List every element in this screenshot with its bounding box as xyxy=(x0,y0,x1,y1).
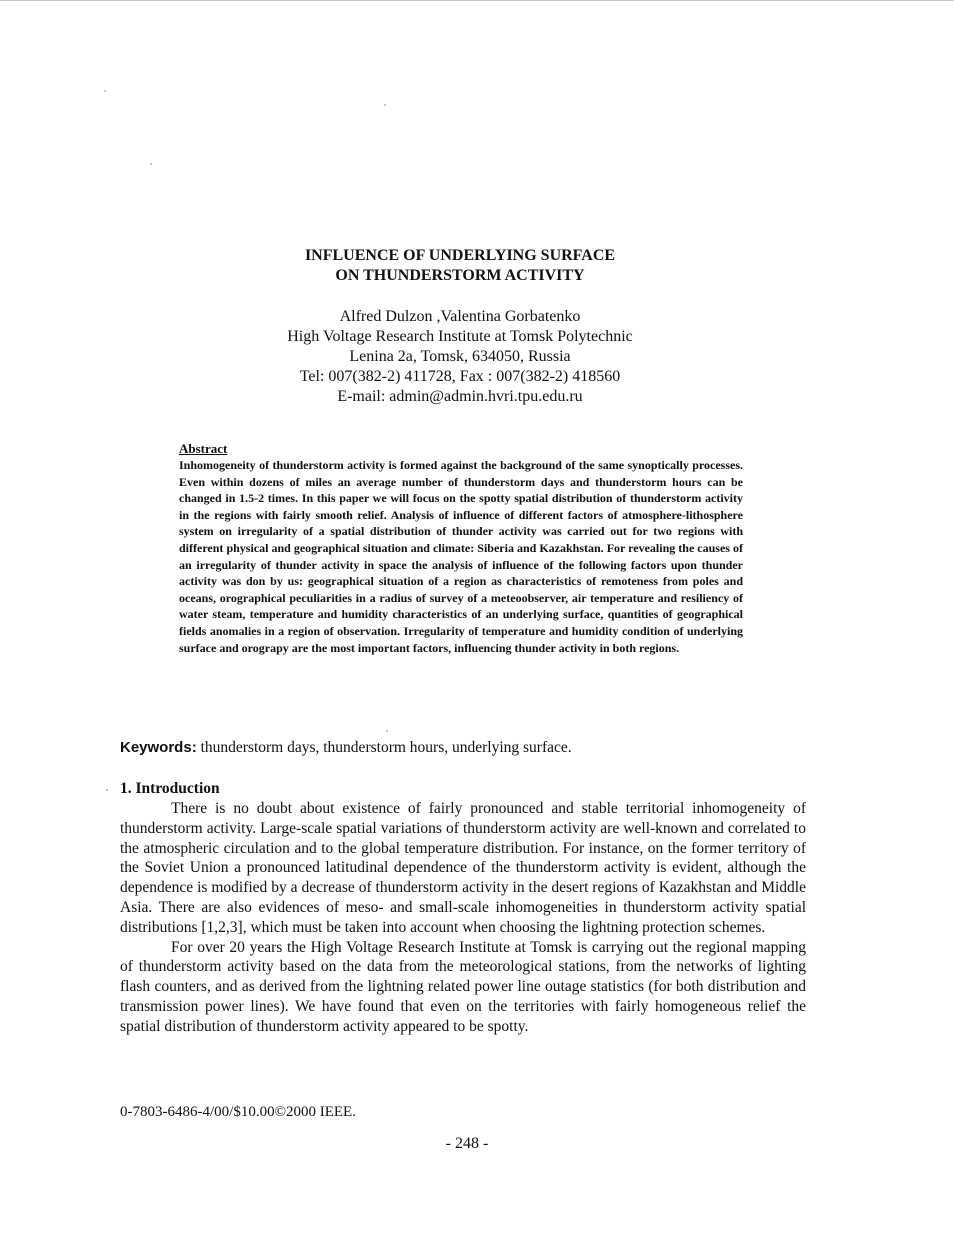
abstract-section xyxy=(179,441,743,656)
keywords-label: Keywords: xyxy=(120,739,197,756)
introduction-paragraph-2: For over 20 years the High Voltage Research Institute at Tomsk is carrying out the regional mapping of thunderstorm activity based on the data from the meteorological stations, from the networks of lighting flash counters, and as derived from the lightning related power line outage statistics (for both distribution and transmission power lines). We have found that even on the territories with fairly homogeneous relief the spatial distribution of thunderstorm activity appeared to be spotty. xyxy=(120,938,806,1035)
introduction-section xyxy=(120,779,806,1037)
author-names: Alfred Dulzon ,Valentina Gorbatenko xyxy=(339,308,581,325)
author-block xyxy=(120,307,800,407)
keywords-text: thunderstorm days, thunderstorm hours, underlying surface. xyxy=(196,739,572,756)
email: E-mail: admin@admin.hvri.tpu.edu.ru xyxy=(337,388,583,405)
scan-speck xyxy=(150,163,152,165)
scan-speck xyxy=(106,789,108,791)
copyright-notice: 0-7803-6486-4/00/$10.00©2000 IEEE. xyxy=(120,1104,356,1120)
affiliation: High Voltage Research Institute at Tomsk Polytechnic xyxy=(287,328,633,345)
address: Lenina 2a, Tomsk, 634050, Russia xyxy=(349,348,571,365)
introduction-heading: 1. Introduction xyxy=(120,780,220,797)
introduction-paragraph-1: There is no doubt about existence of fairly pronounced and stable territorial inhomogeneity of thunderstorm activity. Large-scale spatial variations of thunderstorm activity are well-known and correlated to the atmospheric circulation and to the global temperature distribution. For instance, on the former territory of the Soviet Union a pronounced latitudinal dependence of the thunderstorm activity is evident, although the dependence is modified by a decrease of thunderstorm activity in the desert regions of Kazakhstan and Middle Asia. There are also evidences of meso- and small-scale inhomogeneities in thunderstorm activity spatial distributions [1,2,3], which must be taken into account when choosing the lightning protection schemes. xyxy=(120,800,806,936)
title-line-1: INFLUENCE OF UNDERLYING SURFACE xyxy=(304,247,616,264)
paper-title xyxy=(120,246,800,286)
keywords-line xyxy=(120,738,810,758)
title-line-2: ON THUNDERSTORM ACTIVITY xyxy=(335,267,585,284)
scan-speck xyxy=(386,730,388,732)
scan-speck xyxy=(104,90,106,92)
scan-top-edge xyxy=(0,0,954,1)
abstract-heading: Abstract xyxy=(179,441,228,456)
page-number: - 248 - xyxy=(445,1135,489,1152)
phone-fax: Tel: 007(382-2) 411728, Fax : 007(382-2) 418560 xyxy=(299,368,621,385)
scan-speck xyxy=(384,104,386,106)
abstract-text: Inhomogeneity of thunderstorm activity is formed against the background of the same synoptically processes. Even within dozens of miles an average number of thunderstorm days and thunderstorm hours can be changed in 1.5-2 times. In this paper we will focus on the spotty spatial distribution of thunderstorm activity in the regions with fairly smooth relief. Analysis of influence of different factors of atmosphere-lithosphere system on irregularity of a spatial distribution of thunder activity was carried out for two regions with different physical and geographical situation and climate: Siberia and Kazakhstan. For revealing the causes of an irregularity of thunder activity in space the analysis of influence of the following factors upon thunder activity was don by us: geographical situation of a region as characteristics of remoteness from poles and oceans, orographical peculiarities in a radius of survey of a meteoobserver, air temperature and resiliency of water steam, temperature and humidity characteristics of an underlying surface, quantities of geographical fields anomalies in a region of observation. Irregularity of temperature and humidity condition of underlying surface and orograpy are the most important factors, influencing thunder activity in both regions. xyxy=(179,458,743,655)
